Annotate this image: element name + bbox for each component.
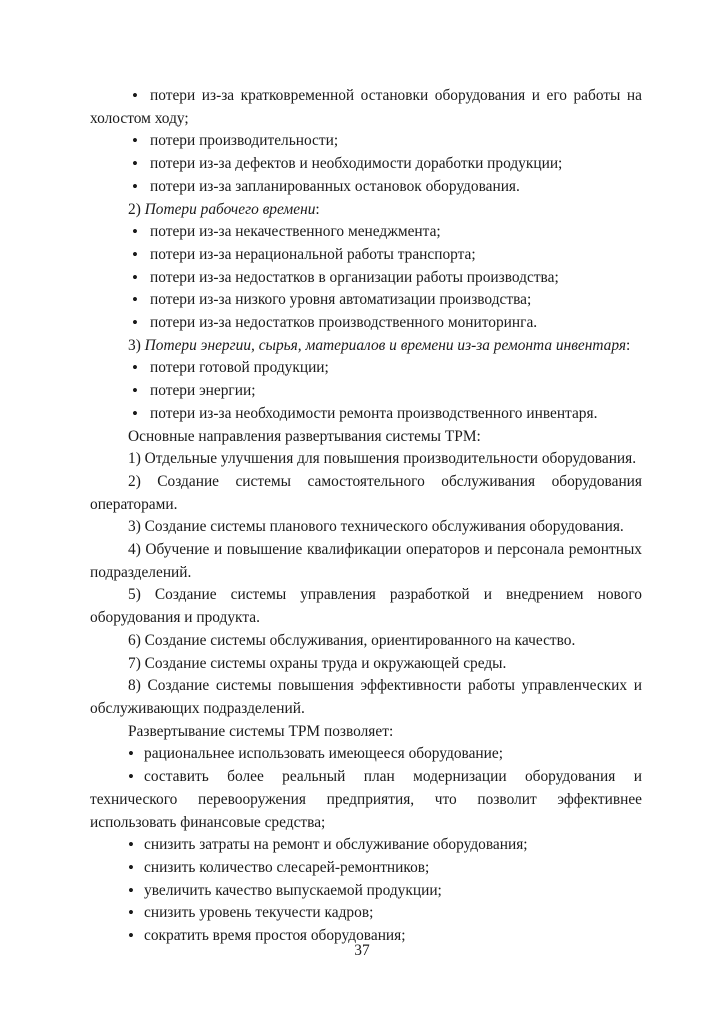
list-item: • потери из-за нерациональной работы транспорта; bbox=[90, 244, 642, 267]
page-number: 37 bbox=[354, 942, 370, 959]
list-item: • рациональнее использовать имеющееся оборудование; bbox=[90, 743, 642, 766]
list-item: • снизить уровень текучести кадров; bbox=[90, 902, 642, 925]
page-body bbox=[90, 85, 642, 948]
paragraph: 6) Создание системы обслуживания, ориентированного на качество. bbox=[128, 631, 576, 649]
list-item: • потери из-за некачественного менеджмента; bbox=[90, 221, 642, 244]
list-item: • потери из-за недостатков в организации работы производства; bbox=[90, 267, 642, 290]
section-heading: 3) Потери энергии, сырья, материалов и времени из-за ремонта инвентаря: bbox=[128, 336, 631, 354]
paragraph: 2) Создание системы самостоятельного обслуживания оборудования операторами. bbox=[90, 472, 642, 513]
list-item: • потери из-за кратковременной остановки оборудования и его работы на холостом ходу; bbox=[90, 85, 642, 130]
paragraph: 1) Отдельные улучшения для повышения производительности оборудования. bbox=[128, 450, 637, 468]
paragraph: 8) Создание системы повышения эффективности работы управленческих и обслуживающих подразделений. bbox=[90, 677, 642, 717]
paragraph: 3) Создание системы планового технического обслуживания оборудования. bbox=[128, 518, 624, 536]
paragraph: Развертывание системы ТРМ позволяет: bbox=[128, 722, 394, 740]
list-item: • снизить количество слесарей-ремонтников; bbox=[90, 857, 642, 880]
list-item: • потери из-за запланированных остановок оборудования. bbox=[90, 176, 642, 199]
list-item: • потери производительности; bbox=[90, 130, 642, 153]
list-item: • потери энергии; bbox=[90, 380, 642, 403]
section-heading: 2) Потери рабочего времени: bbox=[128, 200, 320, 218]
list-item: • составить более реальный план модернизации оборудования и технического перевооружения предприятия, что позволит эффективнее использовать финансовые средства; bbox=[90, 766, 642, 834]
list-item: • потери из-за недостатков производственного мониторинга. bbox=[90, 312, 642, 335]
list-item: • потери из-за низкого уровня автоматизации производства; bbox=[90, 289, 642, 312]
paragraph: Основные направления развертывания системы ТРМ: bbox=[128, 427, 481, 445]
paragraph: 5) Создание системы управления разработкой и внедрением нового оборудования и продукта. bbox=[90, 586, 642, 627]
list-item: • снизить затраты на ремонт и обслуживание оборудования; bbox=[90, 834, 642, 857]
paragraph: 4) Обучение и повышение квалификации операторов и персонала ремонтных подразделений. bbox=[90, 541, 642, 581]
list-item: • потери из-за дефектов и необходимости доработки продукции; bbox=[90, 153, 642, 176]
paragraph: 7) Создание системы охраны труда и окружающей среды. bbox=[128, 654, 507, 672]
list-item: • увеличить качество выпускаемой продукции; bbox=[90, 880, 642, 903]
list-item: • потери готовой продукции; bbox=[90, 357, 642, 380]
list-item: • сократить время простоя оборудования; bbox=[90, 925, 642, 948]
list-item: • потери из-за необходимости ремонта производственного инвентаря. bbox=[90, 403, 642, 426]
